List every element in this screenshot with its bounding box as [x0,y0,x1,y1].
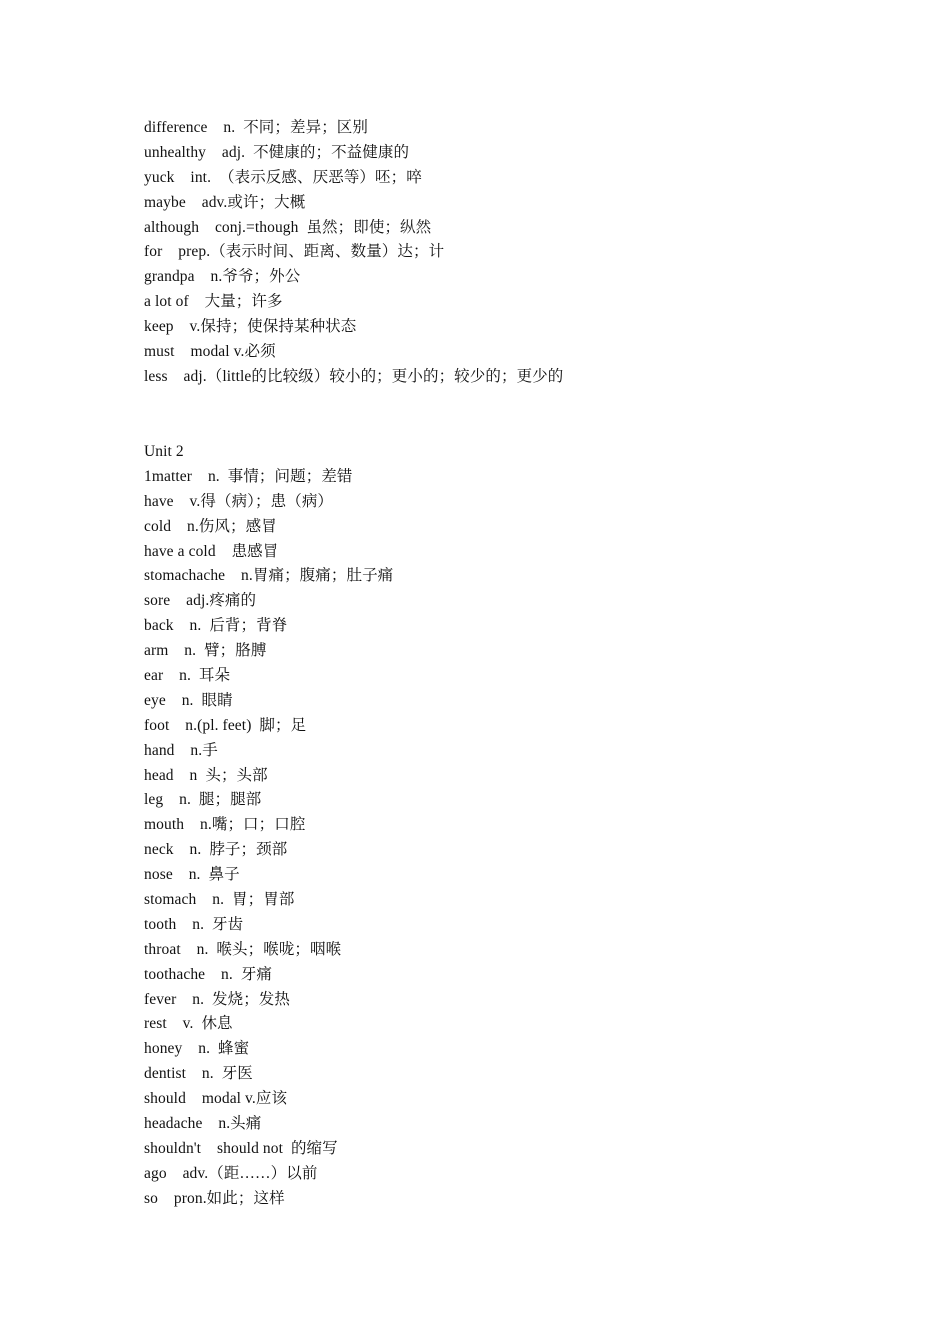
vocabulary-list-section-1 [144,116,563,390]
vocabulary-entry: toothache n. 牙痛 [144,965,273,983]
vocabulary-entry: throat n. 喉头；喉咙；咽喉 [144,940,342,958]
vocabulary-entry: back n. 后背；背脊 [144,617,288,635]
vocabulary-entry: neck n. 脖子；颈部 [144,841,288,859]
vocabulary-entry: head n 头；头部 [144,766,268,784]
vocabulary-entry: hand n.手 [144,741,218,759]
vocabulary-entry: cold n.伤风；感冒 [144,517,277,535]
vocabulary-entry: for prep.（表示时间、距离、数量）达；计 [144,243,445,261]
vocabulary-entry: arm n. 臂；胳膊 [144,642,267,660]
vocabulary-entry: yuck int. （表示反感、厌恶等）呸；啐 [144,168,422,186]
unit-heading: Unit 2 [144,443,184,460]
vocabulary-entry: dentist n. 牙医 [144,1065,253,1083]
vocabulary-entry: although conj.=though 虽然；即使；纵然 [144,218,432,236]
vocabulary-entry: must modal v.必须 [144,343,276,361]
vocabulary-entry: tooth n. 牙齿 [144,915,244,933]
vocabulary-entry: have v.得（病）；患（病） [144,492,334,510]
vocabulary-entry: nose n. 鼻子 [144,866,240,884]
vocabulary-entry: honey n. 蜂蜜 [144,1040,250,1058]
vocabulary-entry: rest v. 休息 [144,1015,233,1033]
vocabulary-entry: foot n.(pl. feet) 脚；足 [144,716,307,734]
vocabulary-entry: eye n. 眼睛 [144,691,233,709]
vocabulary-entry: 1matter n. 事情；问题；差错 [144,467,353,485]
vocabulary-entry: less adj.（little的比较级）较小的；更小的；较少的；更少的 [144,367,564,385]
vocabulary-entry: stomach n. 胃；胃部 [144,891,295,909]
vocabulary-entry: maybe adv.或许；大概 [144,193,306,211]
vocabulary-entry: grandpa n.爷爷；外公 [144,268,301,286]
vocabulary-entry: headache n.头痛 [144,1115,262,1133]
vocabulary-entry: sore adj.疼痛的 [144,592,257,610]
vocabulary-entry: ago adv.（距……）以前 [144,1164,318,1182]
vocabulary-entry: difference n. 不同；差异；区别 [144,119,369,136]
vocabulary-entry: shouldn't should not 的缩写 [144,1139,338,1157]
vocabulary-entry: stomachache n.胃痛；腹痛；肚子痛 [144,567,394,585]
vocabulary-entry: leg n. 腿；腿部 [144,791,262,809]
vocabulary-entry: have a cold 患感冒 [144,542,279,560]
vocabulary-entry: a lot of 大量；许多 [144,293,283,311]
vocabulary-entry: unhealthy adj. 不健康的；不益健康的 [144,143,410,161]
vocabulary-entry: should modal v.应该 [144,1090,288,1108]
vocabulary-entry: keep v.保持；使保持某种状态 [144,318,357,336]
vocabulary-entry: ear n. 耳朵 [144,667,231,685]
vocabulary-entry: fever n. 发烧；发热 [144,990,291,1008]
vocabulary-list-unit-2 [144,440,393,1212]
vocabulary-entry: mouth n.嘴；口；口腔 [144,816,306,834]
vocabulary-entry: so pron.如此；这样 [144,1189,285,1207]
